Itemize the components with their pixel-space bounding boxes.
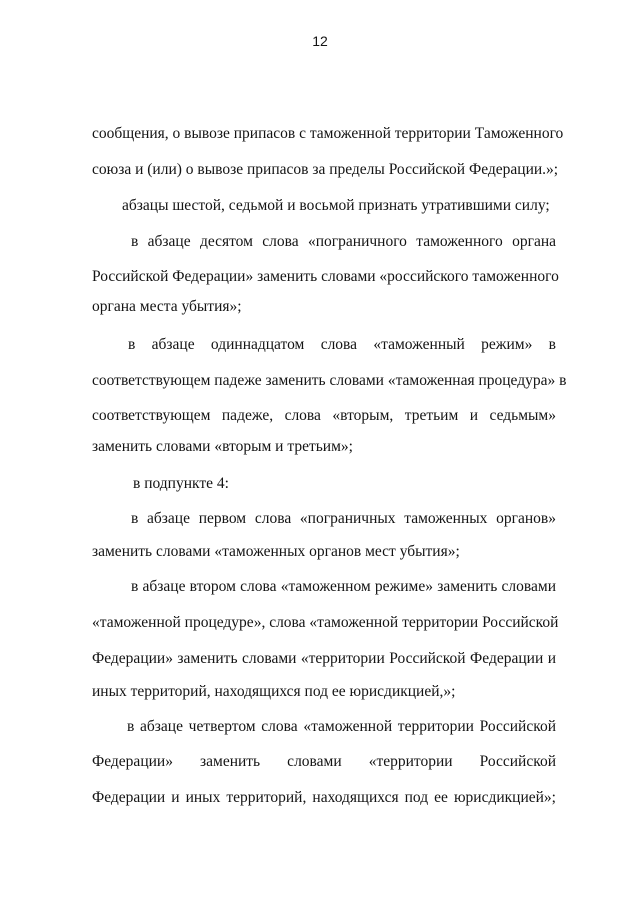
text-line: заменить словами «вторым и третьим»;: [92, 438, 353, 455]
text-line: Федерации» заменить словами «территории Российской Федерации и: [92, 650, 556, 667]
text-line: сообщения, о вывозе припасов с таможенной территории Таможенного: [92, 125, 564, 142]
text-line: в подпункте 4:: [133, 475, 229, 492]
text-line: союза и (или) о вывозе припасов за пределы Российской Федерации.»;: [92, 161, 559, 178]
text-line: заменить словами «таможенных органов мест убытия»;: [92, 543, 460, 560]
text-line: Федерации» заменить словами «территории Российской: [92, 753, 556, 770]
text-line: соответствующем падеже, слова «вторым, третьим и седьмым»: [92, 407, 556, 424]
text-line: органа места убытия»;: [92, 298, 242, 315]
text-line: Федерации и иных территорий, находящихся под ее юрисдикцией»;: [92, 789, 556, 806]
page-number: 12: [312, 33, 328, 49]
text-line: в абзаце первом слова «пограничных таможенных органов»: [131, 510, 556, 527]
text-line: соответствующем падеже заменить словами «таможенная процедура» в: [92, 372, 567, 389]
text-line: в абзаце одиннадцатом слова «таможенный режим» в: [128, 336, 556, 353]
text-line: в абзаце четвертом слова «таможенной территории Российской: [127, 718, 556, 735]
text-line: Российской Федерации» заменить словами «российского таможенного: [92, 268, 559, 285]
text-line: иных территорий, находящихся под ее юрисдикцией,»;: [92, 683, 456, 700]
text-line: в абзаце втором слова «таможенном режиме» заменить словами: [131, 578, 556, 595]
text-line: в абзаце десятом слова «пограничного таможенного органа: [131, 233, 556, 250]
text-line: абзацы шестой, седьмой и восьмой признать утратившими силу;: [122, 197, 550, 214]
text-line: «таможенной процедуре», слова «таможенной территории Российской: [92, 614, 559, 631]
